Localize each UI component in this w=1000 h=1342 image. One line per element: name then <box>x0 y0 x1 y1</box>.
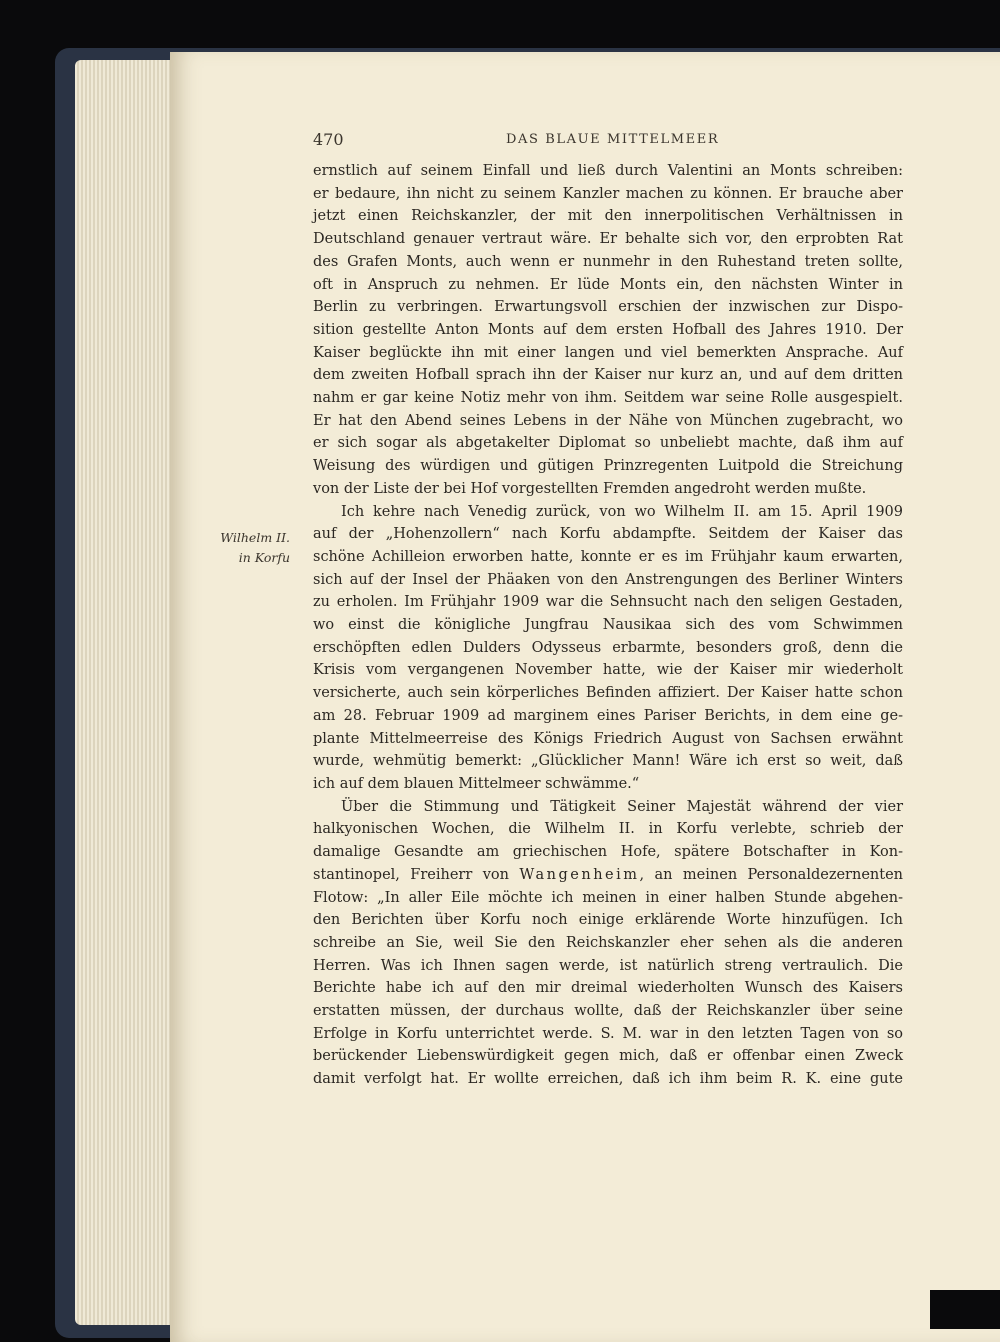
text-fragment: stantinopel, Freiherr von <box>313 866 520 883</box>
text-line: auf der „Hohenzollern“ nach Korfu abdampfte. Seitdem der Kaiser das <box>313 526 903 543</box>
text-line: schöne Achilleion erworben hatte, konnte er es im Frühjahr kaum erwarten, <box>313 548 903 565</box>
text-line: er bedaure, ihn nicht zu seinem Kanzler machen zu können. Er brauche aber <box>313 185 903 202</box>
text-line: Erfolge in Korfu unterrichtet werde. S. M. war in den letzten Tagen von so <box>313 1025 903 1042</box>
page-number: 470 <box>313 130 344 149</box>
text-line: Deutschland genauer vertraut wäre. Er behalte sich vor, den erprobten Rat <box>313 231 903 248</box>
page-edges <box>75 60 185 1325</box>
text-line: damalige Gesandte am griechischen Hofe, spätere Botschafter in Kon- <box>313 844 903 861</box>
text-line: versicherte, auch sein körperliches Befinden affiziert. Der Kaiser hatte schon <box>313 685 903 702</box>
text-line: damit verfolgt hat. Er wollte erreichen, daß ich ihm beim R. K. eine gute <box>313 1071 903 1088</box>
body-text <box>313 160 903 1091</box>
text-line: schreibe an Sie, weil Sie den Reichskanzler eher sehen als die anderen <box>313 934 903 951</box>
text-line: berückender Liebenswürdigkeit gegen mich, daß er offenbar einen Zweck <box>313 1048 903 1065</box>
text-line: dem zweiten Hofball sprach ihn der Kaiser nur kurz an, und auf dem dritten <box>313 367 903 384</box>
text-line: von der Liste der bei Hof vorgestellten Fremden angedroht werden mußte. <box>313 480 867 497</box>
running-head <box>313 130 903 154</box>
text-line <box>313 864 903 887</box>
text-line: nahm er gar keine Notiz mehr von ihm. Seitdem war seine Rolle ausgespielt. <box>313 390 903 407</box>
spaced-name: Wangenheim <box>519 866 640 883</box>
text-line: oft in Anspruch zu nehmen. Er lüde Monts ein, den nächsten Winter in <box>313 276 903 293</box>
text-line: er sich sogar als abgetakelter Diplomat so unbeliebt machte, daß ihm auf <box>313 435 903 452</box>
text-line: Berlin zu verbringen. Erwartungsvoll erschien der inzwischen zur Dispo- <box>313 299 903 316</box>
text-line: Herren. Was ich Ihnen sagen werde, ist natürlich streng vertraulich. Die <box>313 957 903 974</box>
background-corner <box>930 1290 1000 1329</box>
text-line: jetzt einen Reichskanzler, der mit den innerpolitischen Verhältnissen in <box>313 208 903 225</box>
text-line: Berichte habe ich auf den mir dreimal wiederholten Wunsch des Kaisers <box>313 980 903 997</box>
text-line: Flotow: „In aller Eile möchte ich meinen in einer halben Stunde abgehen- <box>313 889 903 906</box>
text-fragment: , an meinen Personaldezernenten <box>639 866 903 883</box>
text-line: Kaiser beglückte ihn mit einer langen und viel bemerkten Ansprache. Auf <box>313 344 903 361</box>
text-line: erstatten müssen, der durchaus wollte, daß der Reichskanzler über seine <box>313 1003 903 1020</box>
text-line: am 28. Februar 1909 ad marginem eines Pariser Berichts, in dem eine ge- <box>313 707 903 724</box>
text-line: plante Mittelmeerreise des Königs Friedrich August von Sachsen erwähnt <box>313 730 903 747</box>
marginal-note-line: Wilhelm II. <box>220 530 290 545</box>
text-line: ernstlich auf seinem Einfall und ließ durch Valentini an Monts schreiben: <box>313 163 903 179</box>
text-line: ich auf dem blauen Mittelmeer schwämme.“ <box>313 775 640 792</box>
text-line: erschöpften edlen Dulders Odysseus erbarmte, besonders groß, denn die <box>313 639 903 656</box>
running-title: DAS BLAUE MITTELMEER <box>506 132 720 147</box>
text-line: sich auf der Insel der Phäaken von den Anstrengungen des Berliner Winters <box>313 571 903 588</box>
text-line: Er hat den Abend seines Lebens in der Nähe von München zugebracht, wo <box>313 412 903 429</box>
text-line: halkyonischen Wochen, die Wilhelm II. in Korfu verlebte, schrieb der <box>313 821 903 838</box>
marginal-note <box>196 528 290 568</box>
text-line: sition gestellte Anton Monts auf dem ersten Hofball des Jahres 1910. Der <box>313 321 903 338</box>
text-line: Über die Stimmung und Tätigkeit Seiner Majestät während der vier <box>341 798 903 815</box>
text-line: des Grafen Monts, auch wenn er nunmehr in den Ruhestand treten sollte, <box>313 253 903 270</box>
text-line: Ich kehre nach Venedig zurück, von wo Wilhelm II. am 15. April 1909 <box>341 503 903 520</box>
text-line: den Berichten über Korfu noch einige erklärende Worte hinzufügen. Ich <box>313 912 903 929</box>
text-line: zu erholen. Im Frühjahr 1909 war die Sehnsucht nach den seligen Gestaden, <box>313 594 903 611</box>
text-line: Weisung des würdigen und gütigen Prinzregenten Luitpold die Streichung <box>313 458 903 475</box>
text-line: wo einst die königliche Jungfrau Nausikaa sich des vom Schwimmen <box>313 617 903 634</box>
text-line: Krisis vom vergangenen November hatte, wie der Kaiser mir wiederholt <box>313 662 903 679</box>
text-line: wurde, wehmütig bemerkt: „Glücklicher Mann! Wäre ich erst so weit, daß <box>313 753 903 770</box>
marginal-note-line: in Korfu <box>238 550 290 565</box>
